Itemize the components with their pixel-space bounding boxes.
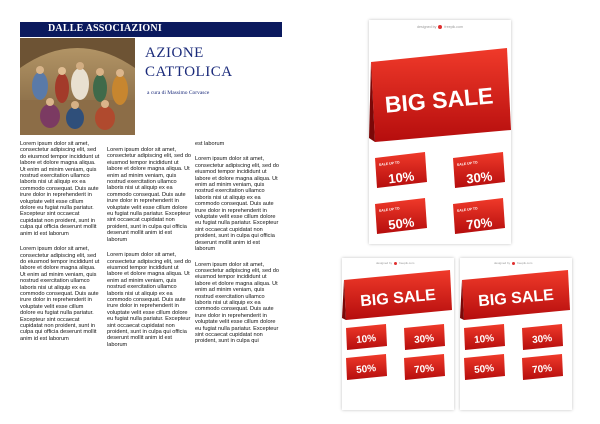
article-title	[145, 44, 233, 82]
tag-value: 70%	[465, 214, 494, 233]
tag-30	[453, 152, 505, 188]
tag-value: 10%	[355, 332, 377, 347]
section-header-bar	[20, 22, 282, 37]
tag-prefix: SALE UP TO	[378, 160, 400, 167]
tag-10	[375, 152, 427, 188]
big-sale-text: BIG SALE	[383, 82, 495, 118]
text-column-2	[107, 147, 191, 357]
column-paragraph: Lorem ipsum dolor sit amet, consectetur adipiscing elit, sed do eiusmod tempor incididunt ut labore et dolore magna aliqua. Ut enim ad minim veniam, quis nostrud exercitation ullamco laboris nisi ut aliquip ex ea commodo consequat. Duis aute irure dolor in reprehenderit in voluptate velit esse cillum dolore eu fugiat nulla pariatur. Excepteur sint occaecat cupidatat non proident, sunt in culpa qui officia deserunt mollit anim id est laborum	[107, 147, 191, 243]
tag-value: 50%	[387, 214, 416, 233]
big-sale-text: BIG SALE	[359, 286, 437, 311]
tag-prefix: SALE UP TO	[456, 206, 478, 213]
tag-value: 50%	[473, 362, 495, 377]
sale-ribbons-small	[342, 258, 454, 410]
credit-text: designed by	[494, 261, 511, 265]
credit-brand: freepik.com	[444, 25, 463, 29]
tag-value: 70%	[413, 362, 435, 377]
sale-banner-card-small-left	[342, 258, 454, 410]
section-header-label: DALLE ASSOCIAZIONI	[48, 23, 162, 34]
tag-prefix: SALE UP TO	[378, 206, 400, 213]
sale-ribbons-large	[369, 20, 511, 244]
sale-banner-card-large	[369, 20, 511, 244]
title-line-2: CATTOLICA	[145, 64, 233, 80]
tag-70	[453, 198, 505, 234]
tag-prefix: SALE UP TO	[456, 160, 478, 167]
tag-value: 30%	[465, 168, 494, 187]
painting-illustration	[20, 38, 135, 135]
tag-value: 10%	[473, 332, 495, 347]
sale-banner-card-small-right	[460, 258, 572, 410]
tag-value: 30%	[413, 332, 435, 347]
credit-text: designed by	[417, 25, 437, 29]
credit-brand: freepik.com	[398, 261, 415, 265]
tag-value: 30%	[531, 332, 553, 347]
tag-50	[375, 198, 427, 234]
text-column-1	[20, 141, 100, 351]
column-paragraph: Lorem ipsum dolor sit amet, consectetur adipiscing elit, sed do eiusmod tempor incididunt ut labore et dolore magna aliqua. Ut enim ad minim veniam, quis nostrud exercitation ullamco laboris nisi ut aliquip ex ea commodo consequat. Duis aute irure dolor in reprehenderit in voluptate velit esse cillum dolore eu fugiat nulla pariatur. Excepteur sint occaecat cupidatat non proident, sunt in culpa qui officia deserunt mollit anim id est laborum	[20, 246, 100, 342]
tag-value: 70%	[531, 362, 553, 377]
sale-ribbons-small	[460, 258, 572, 410]
text-column-3	[195, 141, 279, 354]
big-sale-text: BIG SALE	[477, 286, 555, 311]
column-paragraph: Lorem ipsum dolor sit amet, consectetur adipiscing elit, sed do eiusmod tempor incididunt ut labore et dolore magna aliqua. Ut enim ad minim veniam, quis nostrud exercitation ullamco laboris nisi ut aliquip ex ea commodo consequat. Duis aute irure dolor in reprehenderit in voluptate velit esse cillum dolore eu fugiat nulla pariatur. Excepteur sint occaecat cupidatat non proident, sunt in culpa qui	[195, 261, 279, 345]
fresco-painting-image	[20, 38, 135, 135]
column-paragraph: est laborum	[195, 141, 225, 147]
title-line-1: AZIONE	[145, 45, 204, 61]
right-page	[300, 0, 600, 424]
tag-value: 10%	[387, 168, 416, 187]
column-paragraph: Lorem ipsum dolor sit amet, consectetur adipiscing elit, sed do eiusmod tempor incididunt ut labore et dolore magna aliqua. Ut enim ad minim veniam, quis nostrud exercitation ullamco laboris nisi ut aliquip ex ea commodo consequat. Duis aute irure dolor in reprehenderit in voluptate velit esse cillum dolore eu fugiat nulla pariatur. Excepteur sint occaecat cupidatat non proident, sunt in culpa qui officia deserunt mollit anim id est laborum	[20, 141, 100, 237]
column-paragraph: Lorem ipsum dolor sit amet, consectetur adipiscing elit, sed do eiusmod tempor incididunt ut labore et dolore magna aliqua. Ut enim ad minim veniam, quis nostrud exercitation ullamco laboris nisi ut aliquip ex ea commodo consequat. Duis aute irure dolor in reprehenderit in voluptate velit esse cillum dolore eu fugiat nulla pariatur. Excepteur sint occaecat cupidatat non proident, sunt in culpa qui officia deserunt mollit anim id est laborum	[107, 252, 191, 348]
credit-brand: freepik.com	[516, 261, 533, 265]
byline: a cura di Massimo Corvasce	[147, 90, 210, 96]
big-sale-ribbon	[369, 48, 511, 142]
column-paragraph: Lorem ipsum dolor sit amet, consectetur adipiscing elit, sed do eiusmod tempor incididunt ut labore et dolore magna aliqua. Ut enim ad minim veniam, quis nostrud exercitation ullamco laboris nisi ut aliquip ex ea commodo consequat. Duis aute irure dolor in reprehenderit in voluptate velit esse cillum dolore eu fugiat nulla pariatur. Excepteur sint occaecat cupidatat non proident, sunt in culpa qui officia deserunt mollit anim id est laborum	[195, 156, 279, 253]
credit-text: designed by	[376, 261, 393, 265]
tag-value: 50%	[355, 362, 377, 377]
